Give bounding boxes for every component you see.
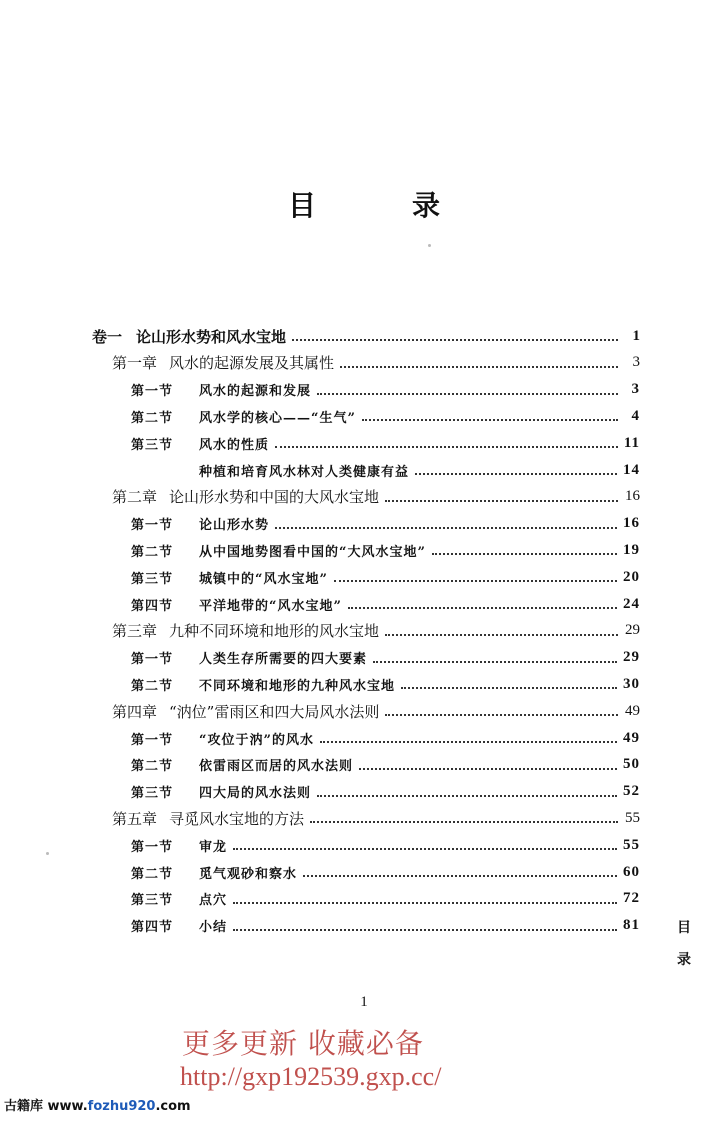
toc-entry-label: 觅气观砂和察水 [199, 866, 298, 882]
toc-entry-number: 第五章 [112, 809, 158, 828]
toc-entry-title [131, 648, 367, 667]
toc-entry-title [131, 863, 297, 882]
toc-entry-title [112, 486, 379, 507]
toc-page-number: 49 [623, 729, 640, 746]
toc-page-number: 4 [631, 407, 640, 424]
toc-entry-title [112, 701, 379, 722]
toc-entry-number: 第一节 [131, 839, 174, 855]
dot-leader [310, 807, 618, 823]
dot-leader [320, 727, 617, 743]
toc-entry-number: 第二节 [131, 866, 174, 882]
side-label [672, 912, 696, 976]
toc-entry-number: 第一节 [131, 518, 174, 534]
toc-entry[interactable] [131, 378, 640, 402]
toc-page-number: 20 [623, 568, 640, 585]
watermark-site[interactable] [4, 1095, 191, 1114]
toc-page-number: 1 [632, 327, 640, 344]
toc-entry-title [131, 755, 353, 774]
toc-entry-number: 第二节 [131, 678, 174, 694]
dot-leader [385, 700, 618, 716]
toc-page-number: 24 [623, 595, 640, 612]
toc-entry-title [131, 541, 426, 560]
toc-page-number: 50 [623, 756, 640, 773]
toc-entry-number: 第一章 [112, 354, 158, 373]
toc-entry-title [92, 326, 286, 347]
toc-entry[interactable] [131, 458, 640, 482]
dot-leader [348, 593, 617, 609]
toc-entry-label: 点穴 [199, 893, 228, 909]
toc-entry-title [131, 434, 269, 453]
promo-url[interactable]: http://gxp192539.gxp.cc/ [180, 1062, 442, 1091]
toc-entry-title [131, 836, 227, 855]
toc-page-number: 19 [623, 541, 640, 558]
watermark-prefix: 古籍库 www. [4, 1099, 88, 1114]
page-title: 目 录 [287, 189, 474, 222]
dot-leader [275, 432, 618, 448]
toc-entry-title [131, 889, 227, 908]
toc-entry-label: 风水的起源发展及其属性 [169, 354, 335, 373]
toc-entry-number: 第四节 [131, 598, 174, 614]
promo-text: 更多更新 收藏必备 [182, 1027, 424, 1060]
toc-entry[interactable] [131, 780, 640, 804]
toc-entry-label: 风水的性质 [199, 437, 270, 453]
toc-entry-number: 第三节 [131, 786, 174, 802]
toc-entry-label: 种植和培育风水林对人类健康有益 [199, 464, 410, 480]
toc-entry-title [131, 461, 409, 480]
toc-entry-number: 第四章 [112, 702, 158, 721]
toc-entry-label: 平洋地带的“风水宝地” [199, 598, 342, 614]
toc-entry[interactable] [131, 726, 640, 750]
toc-entry-title [131, 729, 314, 748]
toc-entry-number: 第二节 [131, 544, 174, 560]
dot-leader [317, 781, 617, 797]
toc-entry-label: 依雷雨区而居的风水法则 [199, 759, 354, 775]
toc-entry-number: 第一节 [131, 652, 174, 668]
toc-entry-label: “攻位于汭”的风水 [199, 732, 314, 748]
toc-entry-label: 论山形水势和风水宝地 [136, 327, 287, 346]
dot-leader [401, 673, 617, 689]
dot-leader [334, 566, 617, 582]
dot-leader [359, 754, 617, 770]
toc-page-number: 3 [632, 354, 640, 371]
toc-entry[interactable] [131, 431, 640, 455]
toc-entry[interactable] [131, 512, 640, 536]
toc-entry-number: 第一节 [131, 732, 174, 748]
toc-entry[interactable] [92, 324, 640, 348]
side-label-char: 目 [677, 920, 691, 936]
toc-entry-title [131, 782, 311, 801]
toc-page-number: 14 [623, 461, 640, 478]
toc-entry[interactable] [131, 404, 640, 428]
page-number: 1 [360, 994, 368, 1010]
toc-entry-number: 第二节 [131, 410, 174, 426]
toc-entry-label: 寻觅风水宝地的方法 [169, 809, 305, 828]
toc-entry-label: 九种不同环境和地形的风水宝地 [169, 622, 380, 641]
toc-entry-title [131, 568, 328, 587]
toc-entry[interactable] [131, 592, 640, 616]
toc-entry-label: 从中国地势图看中国的“大风水宝地” [199, 544, 426, 560]
toc-entry-title [131, 407, 356, 426]
toc-entry-title [112, 352, 334, 373]
toc-entry-label: 论山形水势和中国的大风水宝地 [169, 488, 380, 507]
toc-page-number: 29 [623, 649, 640, 666]
toc-page-number: 3 [631, 381, 640, 398]
toc-entry-title [131, 380, 311, 399]
toc-entry-number: 第四节 [131, 920, 174, 936]
toc-page-number: 16 [625, 488, 640, 505]
dot-leader [432, 539, 617, 555]
toc-entry-label: 风水学的核心——“生气” [199, 410, 356, 426]
toc-entry[interactable] [112, 699, 640, 723]
dot-leader [233, 888, 617, 904]
toc-entry-number: 第三节 [131, 893, 174, 909]
dot-leader [317, 379, 618, 395]
watermark-highlight: fozhu920 [87, 1099, 156, 1114]
toc-entry[interactable] [131, 860, 640, 884]
dot-leader [385, 620, 618, 636]
dot-leader [340, 352, 618, 368]
toc-entry-number: 第二节 [131, 759, 174, 775]
toc-page-number: 55 [625, 809, 640, 826]
scan-speck [46, 852, 49, 855]
dot-leader [292, 325, 618, 341]
dot-leader [373, 647, 617, 663]
toc-entry[interactable] [112, 485, 640, 509]
dot-leader [303, 861, 617, 877]
toc-entry[interactable] [112, 351, 640, 375]
toc-entry-title [131, 916, 227, 935]
toc-entry-number: 第二章 [112, 488, 158, 507]
toc-page-number: 16 [623, 515, 640, 532]
toc-entry-title [131, 514, 269, 533]
toc-entry[interactable] [112, 619, 640, 643]
toc-page-number: 49 [625, 702, 640, 719]
scan-speck [428, 244, 431, 247]
toc-entry-label: 不同环境和地形的九种风水宝地 [199, 678, 396, 694]
toc-page-number: 72 [623, 890, 640, 907]
toc-entry-label: 城镇中的“风水宝地” [199, 571, 328, 587]
toc-page-number: 81 [623, 917, 640, 934]
toc-entry[interactable] [131, 565, 640, 589]
toc-entry-title [112, 808, 304, 829]
dot-leader [233, 915, 617, 931]
toc-entry-label: 风水的起源和发展 [199, 384, 312, 400]
dot-leader [362, 405, 618, 421]
toc-entry-label: 人类生存所需要的四大要素 [199, 652, 368, 668]
toc-entry[interactable] [131, 887, 640, 911]
toc-entry-number: 第三章 [112, 622, 158, 641]
toc-page-number: 60 [623, 863, 640, 880]
toc-entry-title [131, 675, 395, 694]
dot-leader [385, 486, 618, 502]
side-label-char: 录 [677, 952, 691, 968]
watermark-suffix: .com [155, 1099, 191, 1114]
toc-entry[interactable] [131, 538, 640, 562]
toc-entry[interactable] [131, 646, 640, 670]
toc-page-number: 30 [623, 675, 640, 692]
toc-entry[interactable] [112, 806, 640, 830]
toc-entry-label: “汭位”雷雨区和四大局风水法则 [169, 702, 380, 721]
toc-entry-label: 小结 [199, 920, 228, 936]
toc-entry-label: 四大局的风水法则 [199, 786, 312, 802]
toc-entry-number: 卷一 [92, 327, 123, 346]
toc-entry-label: 论山形水势 [199, 518, 270, 534]
toc-entry[interactable] [131, 914, 640, 938]
toc-entry-number: 第一节 [131, 384, 174, 400]
toc-entry[interactable] [131, 672, 640, 696]
toc-page-number: 11 [623, 434, 640, 451]
toc-entry[interactable] [131, 833, 640, 857]
dot-leader [415, 459, 617, 475]
toc-entry-title [112, 620, 379, 641]
toc-page-number: 52 [623, 783, 640, 800]
toc-page-number: 55 [623, 836, 640, 853]
toc-entry[interactable] [131, 753, 640, 777]
dot-leader [233, 834, 617, 850]
toc-entry-number: 第三节 [131, 571, 174, 587]
toc-entry-number: 第三节 [131, 437, 174, 453]
dot-leader [275, 513, 617, 529]
toc-page-number: 29 [625, 622, 640, 639]
toc-entry-title [131, 595, 342, 614]
toc-entry-label: 审龙 [199, 839, 228, 855]
